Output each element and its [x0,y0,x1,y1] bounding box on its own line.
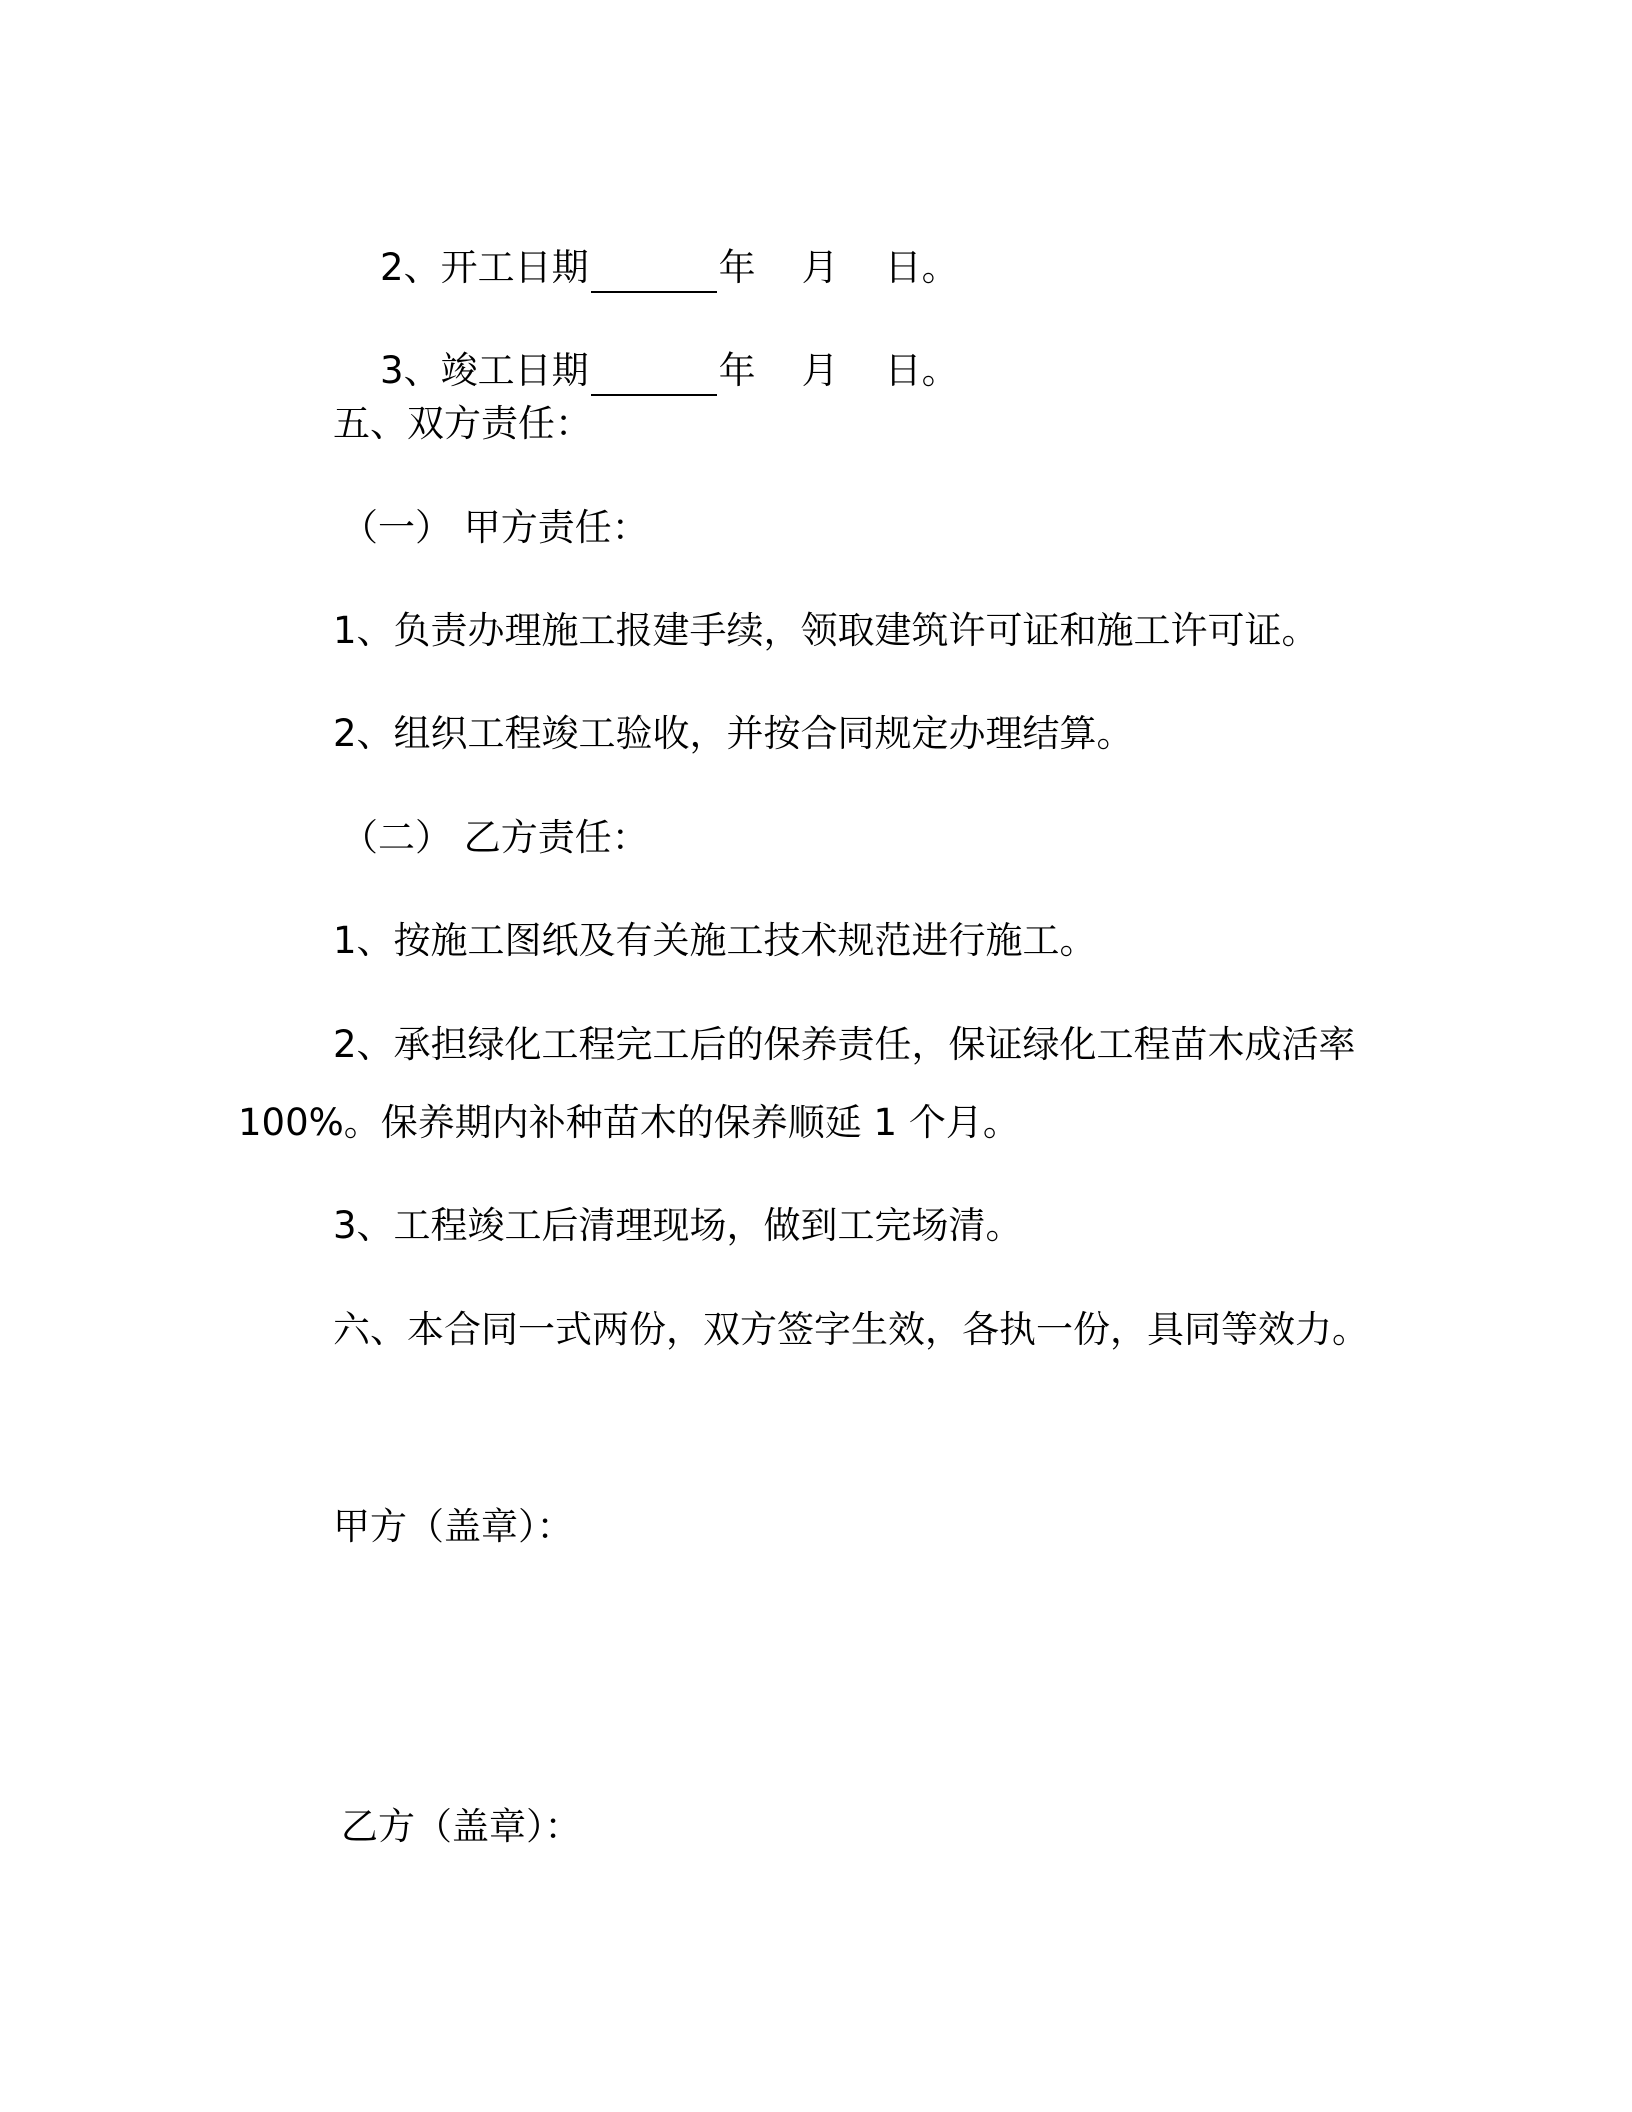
end-date-day-unit: 日。 [884,349,959,392]
section6-clause: 六、本合同一式两份，双方签字生效，各执一份，具同等效力。 [333,1308,1369,1351]
section5-heading: 五、双方责任： [333,402,592,445]
party-b-signature-label: 乙方（盖章）： [341,1805,582,1848]
start-date-day-unit: 日。 [884,246,959,289]
party-a-duties-heading: （一） 甲方责任： [341,506,649,549]
end-date-year-blank [591,356,717,396]
start-date-month-unit: 月 [801,246,839,289]
start-date-label: 2、开工日期 [380,246,589,289]
end-date-label: 3、竣工日期 [380,349,589,392]
party-a-signature-label: 甲方（盖章）： [333,1505,574,1548]
party-b-duties-heading: （二） 乙方责任： [341,816,649,859]
start-date-year-unit: 年 [718,246,756,289]
start-date-year-blank [591,253,717,293]
party-b-duty-1: 1、按施工图纸及有关施工技术规范进行施工。 [333,919,1097,962]
end-date-month-unit: 月 [801,349,839,392]
party-b-duty-3: 3、工程竣工后清理现场，做到工完场清。 [333,1204,1023,1247]
party-a-duty-2: 2、组织工程竣工验收，并按合同规定办理结算。 [333,712,1134,755]
end-date-year-unit: 年 [718,349,756,392]
party-b-duty-2-continuation: 100%。保养期内补种苗木的保养顺延 1 个月。 [238,1101,1020,1144]
party-b-duty-2: 2、承担绿化工程完工后的保养责任，保证绿化工程苗木成活率 [333,1023,1356,1066]
party-a-duty-1: 1、负责办理施工报建手续，领取建筑许可证和施工许可证。 [333,609,1319,652]
